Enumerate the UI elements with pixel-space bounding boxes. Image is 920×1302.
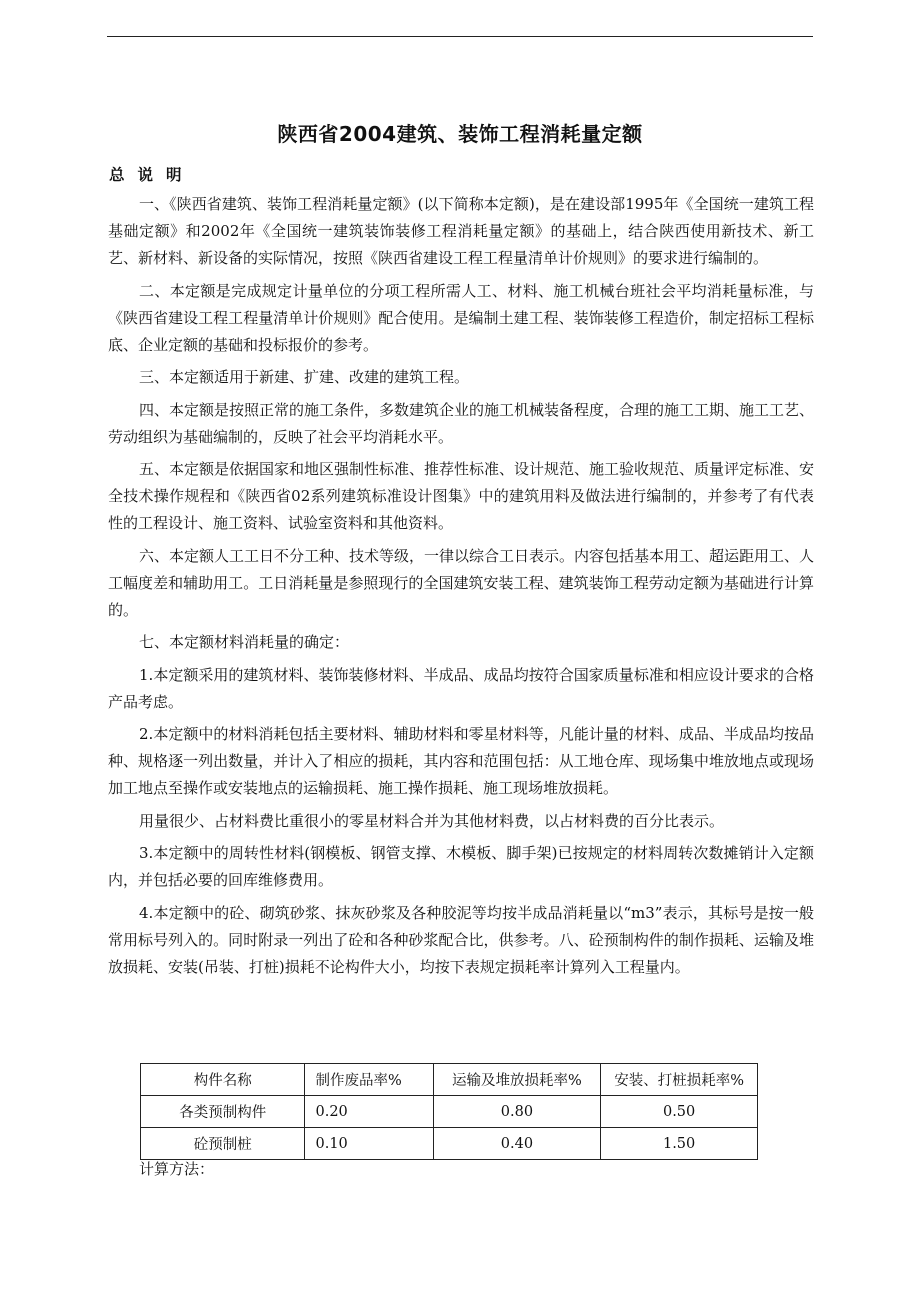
section-heading: 总说明 (109, 166, 195, 184)
table-header-cell: 构件名称 (141, 1064, 305, 1096)
paragraph-7-2: 2.本定额中的材料消耗包括主要材料、辅助材料和零星材料等，凡能计量的材料、成品、半成品均按品种、规格逐一列出数量，并计入了相应的损耗，其内容和范围包括：从工地仓库、现场集中堆放地点或现场加工地点至操作或安装地点的运输损耗、施工操作损耗、施工现场堆放损耗。 (108, 725, 814, 797)
table-cell: 0.50 (601, 1096, 758, 1128)
table-cell: 0.80 (433, 1096, 601, 1128)
paragraph-6: 六、本定额人工工日不分工种、技术等级，一律以综合工日表示。内容包括基本用工、超运距用工、人工幅度差和辅助用工。工日消耗量是参照现行的全国建筑安装工程、建筑装饰工程劳动定额为基础进行计算的。 (108, 546, 815, 619)
table-header-cell: 安装、打桩损耗率% (601, 1064, 758, 1096)
document-title: 陕西省2004建筑、装饰工程消耗量定额 (277, 122, 643, 146)
table-cell: 砼预制桩 (141, 1128, 305, 1160)
table-cell: 1.50 (601, 1128, 758, 1160)
table-cell: 0.40 (433, 1128, 601, 1160)
table-header-row (141, 1064, 758, 1096)
calculation-method-label: 计算方法： (139, 1160, 215, 1178)
table-cell: 各类预制构件 (141, 1096, 305, 1128)
table-header-cell: 制作废品率% (305, 1064, 433, 1096)
table-cell: 0.20 (305, 1096, 433, 1128)
paragraph-5: 五、本定额是依据国家和地区强制性标准、推荐性标准、设计规范、施工验收规范、质量评定标准、安全技术操作规程和《陕西省02系列建筑标准设计图集》中的建筑用料及做法进行编制的，并参考了有代表性的工程设计、施工资料、试验室资料和其他资料。 (108, 460, 815, 532)
table-row (141, 1096, 758, 1128)
paragraph-2: 二、本定额是完成规定计量单位的分项工程所需人工、材料、施工机械台班社会平均消耗量标准，与《陕西省建设工程工程量清单计价规则》配合使用。是编制土建工程、装饰装修工程造价，制定招标工程标底、企业定额的基础和投标报价的参考。 (108, 281, 814, 354)
paragraph-7: 七、本定额材料消耗量的确定： (139, 633, 350, 651)
paragraph-7-4: 4.本定额中的砼、砌筑砂浆、抹灰砂浆及各种胶泥等均按半成品消耗量以“m3”表示，其标号是按一般常用标号列入的。同时附录一列出了砼和各种砂浆配合比，供参考。八、砼预制构件的制作损耗、运输及堆放损耗、安装(吊装、打桩)损耗不论构件大小，均按下表规定损耗率计算列入工程量内。 (108, 903, 814, 976)
paragraph-7-3: 3.本定额中的周转性材料(钢模板、钢管支撑、木模板、脚手架)已按规定的材料周转次数摊销计入定额内，并包括必要的回库维修费用。 (108, 844, 814, 889)
paragraph-3: 三、本定额适用于新建、扩建、改建的建筑工程。 (139, 368, 470, 386)
header-rule (107, 36, 813, 37)
table-header-cell: 运输及堆放损耗率% (433, 1064, 601, 1096)
paragraph-1: 一、《陕西省建筑、装饰工程消耗量定额》(以下简称本定额)，是在建设部1995年《全国统一建筑工程基础定额》和2002年《全国统一建筑装饰装修工程消耗量定额》的基础上，结合陕西使用新技术、新工艺、新材料、新设备的实际情况，按照《陕西省建设工程工程量清单计价规则》的要求进行编制的。 (108, 195, 814, 267)
table-row (141, 1128, 758, 1160)
table-cell: 0.10 (305, 1128, 433, 1160)
document-body (108, 191, 814, 986)
paragraph-7-2-note: 用量很少、占材料费比重很小的零星材料合并为其他材料费，以占材料费的百分比表示。 (139, 811, 725, 830)
loss-rate-table (140, 1063, 758, 1160)
paragraph-7-1: 1.本定额采用的建筑材料、装饰装修材料、半成品、成品均按符合国家质量标准和相应设计要求的合格产品考虑。 (108, 665, 814, 711)
paragraph-4: 四、本定额是按照正常的施工条件，多数建筑企业的施工机械装备程度，合理的施工工期、施工工艺、劳动组织为基础编制的，反映了社会平均消耗水平。 (108, 400, 815, 446)
